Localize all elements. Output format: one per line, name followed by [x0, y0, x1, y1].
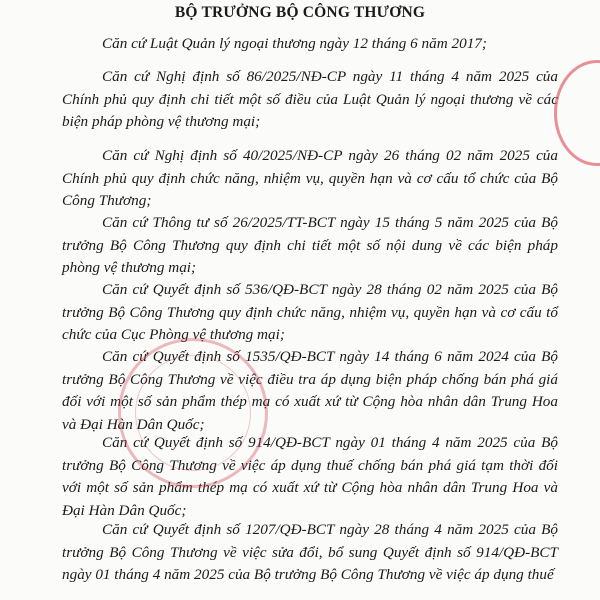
legal-basis-clause-8: Căn cứ Quyết định số 1207/QĐ-BCT ngày 28 tháng 4 năm 2025 của Bộ trưởng Bộ Công Thương về việc sửa đổi, bổ sung Quyết định số 914/QĐ-BCT ngày 01 tháng 4 năm 2025 của Bộ trưởng Bộ Công Thương về việc áp dụng thuế: [62, 521, 558, 583]
legal-basis-clause-3: Căn cứ Nghị định số 40/2025/NĐ-CP ngày 26 tháng 02 năm 2025 của Chính phủ quy định chức năng, nhiệm vụ, quyền hạn và cơ cấu tổ chức của Bộ Công Thương;: [62, 147, 558, 209]
legal-basis-clause-7: Căn cứ Quyết định số 914/QĐ-BCT ngày 01 tháng 4 năm 2025 của Bộ trưởng Bộ Công Thương về việc áp dụng thuế chống bán phá giá tạm thời đối với một số sản phẩm thép mạ có xuất xứ từ Cộng hòa nhân dân Trung Hoa và Đại Hàn Dân Quốc;: [62, 434, 558, 519]
legal-basis-clause-4: Căn cứ Thông tư số 26/2025/TT-BCT ngày 15 tháng 5 năm 2025 của Bộ trưởng Bộ Công Thương quy định chi tiết một số nội dung về các biện pháp phòng vệ thương mại;: [62, 214, 558, 276]
legal-basis-clause-5: Căn cứ Quyết định số 536/QĐ-BCT ngày 28 tháng 02 năm 2025 của Bộ trưởng Bộ Công Thương quy định chức năng, nhiệm vụ, quyền hạn và cơ cấu tổ chức của Cục Phòng vệ thương mại;: [62, 281, 558, 343]
legal-basis-clause-6: Căn cứ Quyết định số 1535/QĐ-BCT ngày 14 tháng 6 năm 2024 của Bộ trưởng Bộ Công Thương về việc điều tra áp dụng biện pháp chống bán phá giá đối với một số sản phẩm thép mạ có xuất xứ từ Cộng hòa nhân dân Trung Hoa và Đại Hàn Dân Quốc;: [62, 348, 558, 433]
legal-basis-clause-1: Căn cứ Luật Quản lý ngoại thương ngày 12 tháng 6 năm 2017;: [102, 35, 487, 52]
document-heading: BỘ TRƯỞNG BỘ CÔNG THƯƠNG: [174, 4, 426, 21]
legal-basis-clause-2: Căn cứ Nghị định số 86/2025/NĐ-CP ngày 11 tháng 4 năm 2025 của Chính phủ quy định chi tiết một số điều của Luật Quản lý ngoại thương về các biện pháp phòng vệ thương mại;: [62, 68, 558, 130]
seal-edge-mark: [554, 60, 600, 166]
